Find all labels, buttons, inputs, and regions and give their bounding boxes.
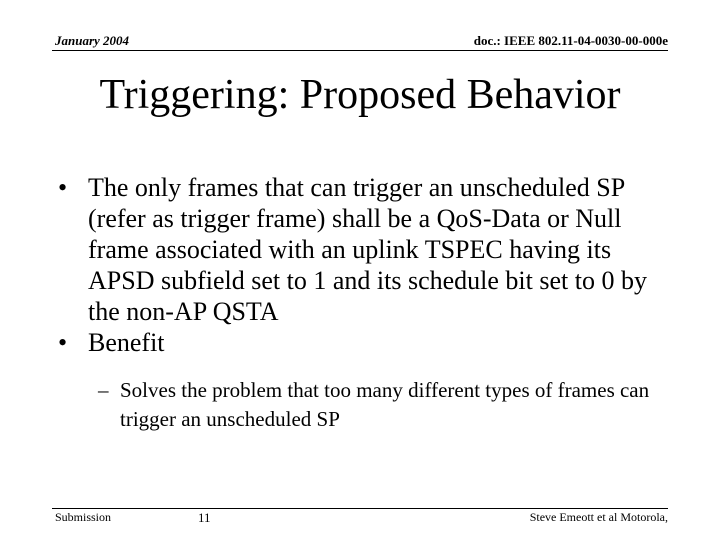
bullet-list <box>58 172 678 434</box>
footer-divider <box>52 508 668 509</box>
slide-title: Triggering: Proposed Behavior <box>99 72 621 118</box>
bullet-marker: • <box>58 173 68 202</box>
bullet-text: Benefit <box>88 328 165 357</box>
bullet-text: The only frames that can trigger an unscheduled SP (refer as trigger frame) shall be a QoS-Data or Null frame associated with an uplink TSPEC having its APSD subfield set to 1 and its schedule bit set to 0 by the non-AP QSTA <box>88 173 647 326</box>
sub-bullet-marker: – <box>98 378 109 402</box>
footer-submission: Submission <box>55 510 112 524</box>
header-date: January 2004 <box>55 33 130 48</box>
sub-bullet-text: Solves the problem that too many different types of frames can trigger an unscheduled SP <box>120 378 650 431</box>
sub-bullet-item <box>98 376 678 434</box>
header-doc-id: doc.: IEEE 802.11-04-0030-00-000e <box>473 33 668 48</box>
header-divider <box>52 50 668 51</box>
footer-author: Steve Emeott et al Motorola, <box>529 510 668 524</box>
bullet-item <box>58 172 678 327</box>
bullet-marker: • <box>58 328 68 357</box>
page-number: 11 <box>198 510 211 525</box>
bullet-item <box>58 327 678 358</box>
